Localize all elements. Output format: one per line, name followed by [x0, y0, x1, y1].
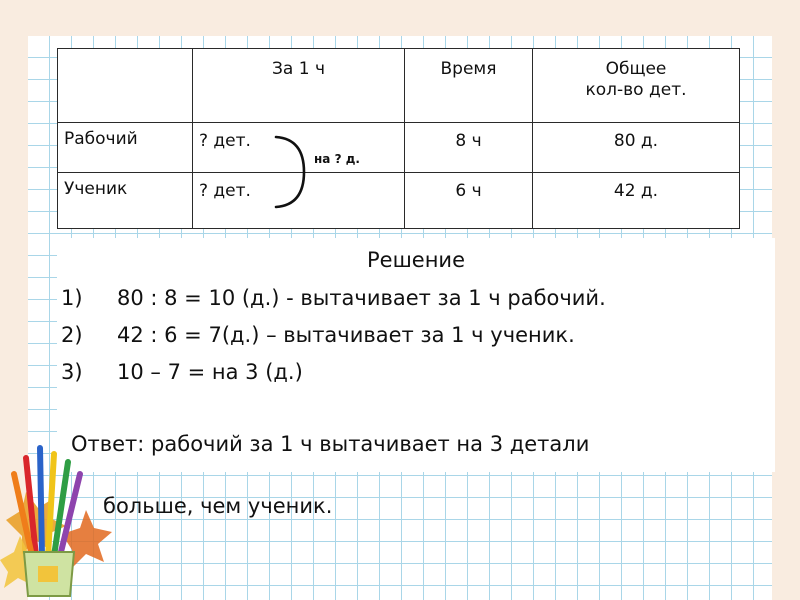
- apprentice-per-hour: ? дет.: [193, 173, 405, 229]
- worker-per-hour: ? дет.: [193, 123, 405, 173]
- header-cell-per-hour: За 1 ч: [193, 49, 405, 123]
- answer-line-1: Ответ: рабочий за 1 ч вытачивает на 3 детали: [71, 432, 590, 456]
- solution-step: [61, 286, 606, 310]
- step-text: 42 : 6 = 7(д.) – вытачивает за 1 ч ученик.: [117, 323, 575, 347]
- answer-text: [71, 398, 589, 553]
- worker-time: 8 ч: [405, 123, 533, 173]
- header-total-text: Общее кол-во дет.: [585, 59, 687, 101]
- table-row: [58, 173, 740, 229]
- header-cell-total: [533, 49, 740, 123]
- apprentice-total: 42 д.: [533, 173, 740, 229]
- task-table: [57, 48, 740, 229]
- header-cell-time: Время: [405, 49, 533, 123]
- solution-title: Решение: [366, 248, 466, 272]
- row-label-worker: Рабочий: [58, 123, 193, 173]
- step-number: 3): [61, 360, 83, 384]
- solution-step: [61, 360, 303, 384]
- pencil-cup-icon: [0, 440, 115, 600]
- step-text: 80 : 8 = 10 (д.) - вытачивает за 1 ч рабочий.: [117, 286, 606, 310]
- solution-step: [61, 323, 575, 347]
- table-header-row: [58, 49, 740, 123]
- step-number: 2): [61, 323, 83, 347]
- difference-note: на ? д.: [314, 152, 360, 166]
- header-cell-empty: [58, 49, 193, 123]
- table-row: [58, 123, 740, 173]
- solution-panel: [57, 238, 775, 518]
- step-number: 1): [61, 286, 83, 310]
- apprentice-time: 6 ч: [405, 173, 533, 229]
- step-text: 10 – 7 = на 3 (д.): [117, 360, 303, 384]
- answer-line-2: больше, чем ученик.: [103, 494, 333, 518]
- row-label-apprentice: Ученик: [58, 173, 193, 229]
- worker-total: 80 д.: [533, 123, 740, 173]
